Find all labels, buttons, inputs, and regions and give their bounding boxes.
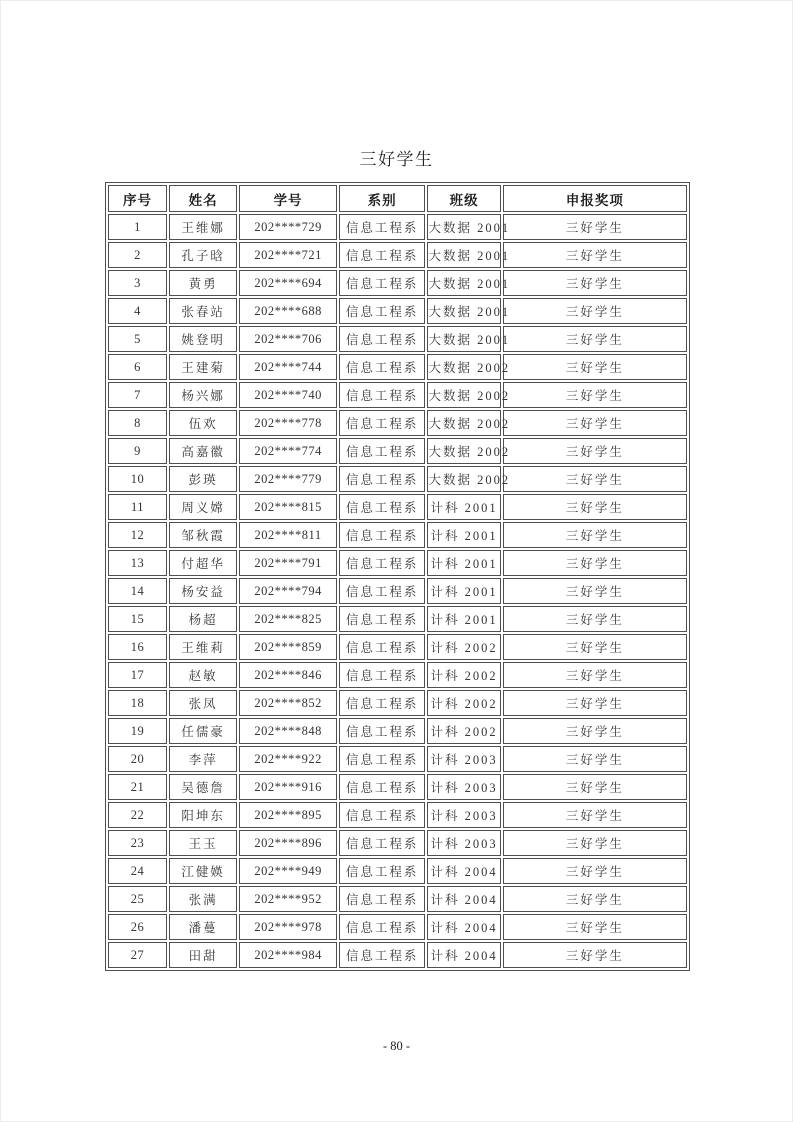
cell-award: 三好学生 — [503, 690, 687, 716]
cell-department: 信息工程系 — [339, 858, 426, 884]
table-row — [108, 886, 687, 912]
cell-class: 计科 2001 — [427, 494, 500, 520]
cell-index: 12 — [108, 522, 167, 548]
cell-name: 潘蔓 — [169, 914, 237, 940]
cell-class: 计科 2002 — [427, 662, 500, 688]
column-header-name: 姓名 — [169, 185, 237, 212]
cell-award: 三好学生 — [503, 774, 687, 800]
cell-award: 三好学生 — [503, 522, 687, 548]
table-row — [108, 410, 687, 436]
cell-department: 信息工程系 — [339, 634, 426, 660]
cell-department: 信息工程系 — [339, 550, 426, 576]
table-row — [108, 690, 687, 716]
cell-department: 信息工程系 — [339, 214, 426, 240]
cell-index: 11 — [108, 494, 167, 520]
cell-class: 大数据 2002 — [427, 354, 500, 380]
cell-department: 信息工程系 — [339, 354, 426, 380]
cell-student-id: 202****895 — [239, 802, 337, 828]
cell-index: 10 — [108, 466, 167, 492]
cell-student-id: 202****779 — [239, 466, 337, 492]
cell-name: 高嘉徽 — [169, 438, 237, 464]
header-row — [108, 185, 687, 212]
table-row — [108, 550, 687, 576]
cell-index: 3 — [108, 270, 167, 296]
cell-index: 27 — [108, 942, 167, 968]
table-row — [108, 718, 687, 744]
cell-name: 杨超 — [169, 606, 237, 632]
table-row — [108, 326, 687, 352]
cell-department: 信息工程系 — [339, 242, 426, 268]
cell-class: 计科 2004 — [427, 942, 500, 968]
cell-class: 大数据 2001 — [427, 214, 500, 240]
cell-index: 23 — [108, 830, 167, 856]
cell-student-id: 202****859 — [239, 634, 337, 660]
cell-name: 王玉 — [169, 830, 237, 856]
cell-department: 信息工程系 — [339, 774, 426, 800]
table-row — [108, 578, 687, 604]
cell-name: 王维莉 — [169, 634, 237, 660]
cell-name: 张满 — [169, 886, 237, 912]
cell-student-id: 202****778 — [239, 410, 337, 436]
table-row — [108, 382, 687, 408]
cell-name: 张春站 — [169, 298, 237, 324]
cell-award: 三好学生 — [503, 242, 687, 268]
table-row — [108, 522, 687, 548]
column-header-class: 班级 — [427, 185, 500, 212]
cell-department: 信息工程系 — [339, 298, 426, 324]
cell-class: 计科 2001 — [427, 606, 500, 632]
cell-student-id: 202****811 — [239, 522, 337, 548]
table-row — [108, 634, 687, 660]
cell-award: 三好学生 — [503, 942, 687, 968]
cell-student-id: 202****952 — [239, 886, 337, 912]
cell-name: 邹秋霞 — [169, 522, 237, 548]
page-number: - 80 - — [382, 1039, 411, 1053]
cell-index: 13 — [108, 550, 167, 576]
cell-department: 信息工程系 — [339, 494, 426, 520]
cell-index: 25 — [108, 886, 167, 912]
cell-department: 信息工程系 — [339, 522, 426, 548]
table-row — [108, 858, 687, 884]
column-header-department: 系别 — [339, 185, 426, 212]
cell-class: 大数据 2001 — [427, 326, 500, 352]
cell-student-id: 202****978 — [239, 914, 337, 940]
cell-index: 2 — [108, 242, 167, 268]
cell-index: 15 — [108, 606, 167, 632]
table-row — [108, 746, 687, 772]
table-row — [108, 438, 687, 464]
cell-class: 计科 2002 — [427, 718, 500, 744]
cell-student-id: 202****852 — [239, 690, 337, 716]
cell-department: 信息工程系 — [339, 830, 426, 856]
cell-class: 计科 2001 — [427, 550, 500, 576]
cell-department: 信息工程系 — [339, 662, 426, 688]
cell-award: 三好学生 — [503, 886, 687, 912]
cell-award: 三好学生 — [503, 326, 687, 352]
cell-department: 信息工程系 — [339, 270, 426, 296]
award-table — [105, 182, 690, 971]
cell-name: 阳坤东 — [169, 802, 237, 828]
cell-award: 三好学生 — [503, 354, 687, 380]
cell-index: 17 — [108, 662, 167, 688]
cell-award: 三好学生 — [503, 634, 687, 660]
cell-class: 计科 2003 — [427, 802, 500, 828]
cell-index: 14 — [108, 578, 167, 604]
cell-class: 大数据 2002 — [427, 382, 500, 408]
cell-award: 三好学生 — [503, 858, 687, 884]
column-header-student-id: 学号 — [239, 185, 337, 212]
cell-index: 9 — [108, 438, 167, 464]
cell-class: 大数据 2002 — [427, 466, 500, 492]
cell-award: 三好学生 — [503, 214, 687, 240]
cell-index: 20 — [108, 746, 167, 772]
table-row — [108, 774, 687, 800]
cell-name: 杨兴娜 — [169, 382, 237, 408]
cell-name: 伍欢 — [169, 410, 237, 436]
cell-name: 姚登明 — [169, 326, 237, 352]
cell-index: 26 — [108, 914, 167, 940]
table-row — [108, 214, 687, 240]
cell-award: 三好学生 — [503, 606, 687, 632]
cell-award: 三好学生 — [503, 662, 687, 688]
table-row — [108, 914, 687, 940]
table-row — [108, 298, 687, 324]
cell-award: 三好学生 — [503, 382, 687, 408]
cell-student-id: 202****721 — [239, 242, 337, 268]
cell-award: 三好学生 — [503, 270, 687, 296]
cell-class: 计科 2003 — [427, 746, 500, 772]
cell-student-id: 202****774 — [239, 438, 337, 464]
cell-index: 18 — [108, 690, 167, 716]
cell-award: 三好学生 — [503, 298, 687, 324]
cell-department: 信息工程系 — [339, 382, 426, 408]
cell-department: 信息工程系 — [339, 718, 426, 744]
cell-class: 计科 2004 — [427, 858, 500, 884]
cell-award: 三好学生 — [503, 802, 687, 828]
cell-index: 1 — [108, 214, 167, 240]
cell-student-id: 202****825 — [239, 606, 337, 632]
cell-department: 信息工程系 — [339, 690, 426, 716]
cell-student-id: 202****984 — [239, 942, 337, 968]
cell-student-id: 202****744 — [239, 354, 337, 380]
cell-index: 19 — [108, 718, 167, 744]
table-row — [108, 270, 687, 296]
cell-award: 三好学生 — [503, 914, 687, 940]
column-header-award: 申报奖项 — [503, 185, 687, 212]
cell-class: 大数据 2002 — [427, 410, 500, 436]
cell-department: 信息工程系 — [339, 466, 426, 492]
cell-student-id: 202****694 — [239, 270, 337, 296]
cell-class: 计科 2004 — [427, 914, 500, 940]
cell-name: 孔子晗 — [169, 242, 237, 268]
cell-department: 信息工程系 — [339, 410, 426, 436]
cell-index: 5 — [108, 326, 167, 352]
table-row — [108, 354, 687, 380]
cell-department: 信息工程系 — [339, 886, 426, 912]
cell-department: 信息工程系 — [339, 606, 426, 632]
cell-index: 4 — [108, 298, 167, 324]
cell-student-id: 202****791 — [239, 550, 337, 576]
cell-name: 付超华 — [169, 550, 237, 576]
cell-student-id: 202****706 — [239, 326, 337, 352]
cell-class: 计科 2004 — [427, 886, 500, 912]
cell-class: 计科 2002 — [427, 634, 500, 660]
cell-class: 计科 2003 — [427, 774, 500, 800]
cell-name: 吴德詹 — [169, 774, 237, 800]
cell-name: 赵敏 — [169, 662, 237, 688]
cell-index: 24 — [108, 858, 167, 884]
cell-student-id: 202****740 — [239, 382, 337, 408]
cell-department: 信息工程系 — [339, 802, 426, 828]
cell-student-id: 202****916 — [239, 774, 337, 800]
table-row — [108, 942, 687, 968]
cell-student-id: 202****794 — [239, 578, 337, 604]
cell-name: 彭瑛 — [169, 466, 237, 492]
cell-name: 杨安益 — [169, 578, 237, 604]
cell-award: 三好学生 — [503, 466, 687, 492]
cell-student-id: 202****846 — [239, 662, 337, 688]
cell-class: 计科 2002 — [427, 690, 500, 716]
cell-award: 三好学生 — [503, 718, 687, 744]
cell-department: 信息工程系 — [339, 438, 426, 464]
table-row — [108, 662, 687, 688]
column-header-index: 序号 — [108, 185, 167, 212]
table-row — [108, 494, 687, 520]
cell-department: 信息工程系 — [339, 326, 426, 352]
table-row — [108, 830, 687, 856]
cell-class: 大数据 2001 — [427, 270, 500, 296]
cell-index: 16 — [108, 634, 167, 660]
cell-student-id: 202****848 — [239, 718, 337, 744]
table-row — [108, 242, 687, 268]
cell-student-id: 202****949 — [239, 858, 337, 884]
cell-award: 三好学生 — [503, 438, 687, 464]
cell-award: 三好学生 — [503, 410, 687, 436]
cell-award: 三好学生 — [503, 550, 687, 576]
cell-index: 21 — [108, 774, 167, 800]
cell-class: 计科 2003 — [427, 830, 500, 856]
cell-department: 信息工程系 — [339, 578, 426, 604]
cell-name: 江健媖 — [169, 858, 237, 884]
cell-award: 三好学生 — [503, 494, 687, 520]
cell-department: 信息工程系 — [339, 746, 426, 772]
cell-index: 22 — [108, 802, 167, 828]
cell-class: 大数据 2001 — [427, 298, 500, 324]
cell-name: 张凤 — [169, 690, 237, 716]
cell-index: 7 — [108, 382, 167, 408]
cell-student-id: 202****729 — [239, 214, 337, 240]
cell-student-id: 202****922 — [239, 746, 337, 772]
cell-name: 周义嫦 — [169, 494, 237, 520]
cell-class: 大数据 2002 — [427, 438, 500, 464]
table-row — [108, 606, 687, 632]
cell-class: 计科 2001 — [427, 522, 500, 548]
cell-award: 三好学生 — [503, 578, 687, 604]
cell-name: 任儒豪 — [169, 718, 237, 744]
cell-name: 李萍 — [169, 746, 237, 772]
cell-name: 王建菊 — [169, 354, 237, 380]
table-row — [108, 802, 687, 828]
cell-index: 8 — [108, 410, 167, 436]
cell-name: 王维娜 — [169, 214, 237, 240]
table-body — [108, 214, 687, 968]
page-title: 三好学生 — [359, 150, 434, 169]
cell-class: 大数据 2001 — [427, 242, 500, 268]
cell-name: 黄勇 — [169, 270, 237, 296]
cell-award: 三好学生 — [503, 746, 687, 772]
cell-student-id: 202****688 — [239, 298, 337, 324]
cell-student-id: 202****896 — [239, 830, 337, 856]
cell-student-id: 202****815 — [239, 494, 337, 520]
cell-index: 6 — [108, 354, 167, 380]
cell-name: 田甜 — [169, 942, 237, 968]
cell-department: 信息工程系 — [339, 914, 426, 940]
cell-award: 三好学生 — [503, 830, 687, 856]
table-row — [108, 466, 687, 492]
cell-department: 信息工程系 — [339, 942, 426, 968]
cell-class: 计科 2001 — [427, 578, 500, 604]
